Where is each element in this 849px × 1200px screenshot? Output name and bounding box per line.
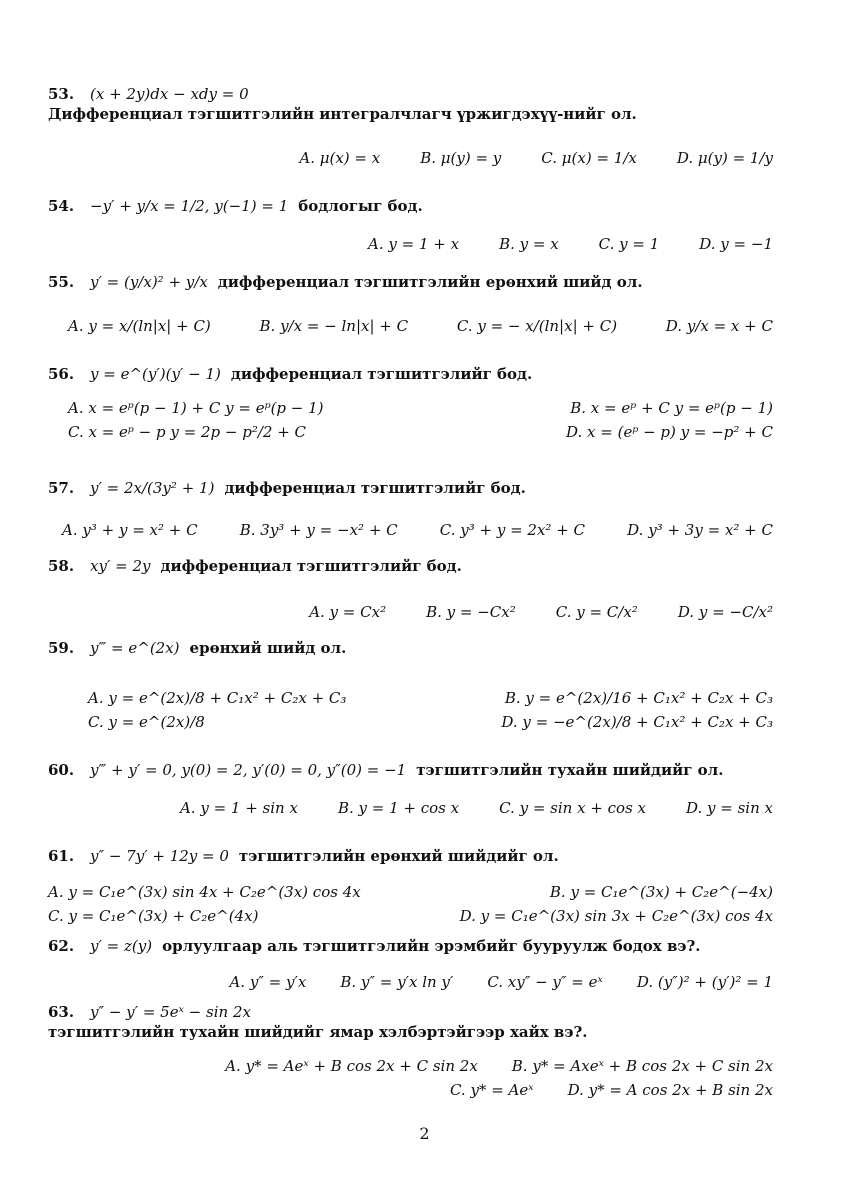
option-a: A. y = 1 + x (368, 235, 460, 253)
option-c: C. y* = Aeˣ (449, 1081, 534, 1099)
option-c: C. y = 1 (598, 235, 660, 253)
option-d: D. y/x = x + C (665, 317, 773, 335)
question-number: 55. (48, 273, 75, 291)
question-text: тэгшитгэлийн тухайн шийдийг ол. (416, 761, 724, 779)
question-text: ерөнхий шийд ол. (189, 639, 347, 657)
option-b: B. y* = Axeˣ + B cos 2x + C sin 2x (511, 1057, 773, 1075)
option-b: B. y/x = − ln|x| + C (259, 317, 409, 335)
question-text: дифференциал тэгшитгэлийг бод. (160, 557, 462, 575)
question-56 (48, 364, 773, 442)
page-number: 2 (419, 1124, 430, 1143)
question-number: 53. (48, 85, 75, 103)
question-equation: y′ = 2x/(3y² + 1) (90, 479, 215, 497)
option-a: A. y = e^(2x)/8 + C₁x² + C₂x + C₃ (88, 689, 347, 707)
question-55 (48, 272, 773, 336)
option-d: D. y = −1 (699, 235, 773, 253)
option-b: B. y″ = y′x ln y′ (340, 973, 454, 991)
question-61 (48, 846, 773, 926)
option-b: B. y = 1 + cos x (337, 799, 460, 817)
option-c: C. y = e^(2x)/8 (88, 713, 205, 731)
question-equation: (x + 2y)dx − xdy = 0 (90, 85, 249, 103)
question-number: 60. (48, 761, 75, 779)
question-text: орлуулгаар аль тэгшитгэлийн эрэмбийг бууруулж бодох вэ?. (162, 937, 701, 955)
question-equation: y″ − 7y′ + 12y = 0 (90, 847, 229, 865)
question-58 (48, 556, 773, 622)
option-d: D. y = sin x (686, 799, 773, 817)
question-53 (48, 84, 773, 168)
option-a: A. y = Cx² (309, 603, 387, 621)
option-a: A. y″ = y′x (229, 973, 307, 991)
option-b: B. y = e^(2x)/16 + C₁x² + C₂x + C₃ (504, 689, 773, 707)
question-63 (48, 1002, 773, 1100)
question-number: 62. (48, 937, 75, 955)
question-equation: xy′ = 2y (90, 557, 151, 575)
question-57 (48, 478, 773, 540)
option-a: A. y = 1 + sin x (179, 799, 298, 817)
option-c: C. y = sin x + cos x (499, 799, 646, 817)
option-d: D. y³ + 3y = x² + C (627, 521, 773, 539)
option-d: D. (y″)² + (y′)² = 1 (636, 973, 773, 991)
option-d: D. μ(y) = 1/y (676, 149, 773, 167)
option-a: A. x = eᵖ(p − 1) + C y = eᵖ(p − 1) (68, 399, 324, 417)
option-a: A. y = C₁e^(3x) sin 4x + C₂e^(3x) cos 4x (48, 883, 361, 901)
option-c: C. y = − x/(ln|x| + C) (456, 317, 618, 335)
option-a: A. y* = Aeˣ + B cos 2x + C sin 2x (225, 1057, 478, 1075)
question-equation: y‴ = e^(2x) (90, 639, 180, 657)
question-text: дифференциал тэгшитгэлийг бод. (230, 365, 533, 383)
question-number: 61. (48, 847, 75, 865)
option-b: B. y = −Cx² (426, 603, 516, 621)
question-number: 57. (48, 479, 75, 497)
question-60 (48, 760, 773, 818)
question-number: 58. (48, 557, 75, 575)
option-c: C. xy″ − y″ = eˣ (487, 973, 603, 991)
question-54 (48, 196, 773, 254)
question-equation: y‴ + y′ = 0, y(0) = 2, y′(0) = 0, y″(0) = −1 (90, 761, 407, 779)
question-59 (48, 638, 773, 732)
option-b: B. x = eᵖ + C y = eᵖ(p − 1) (570, 399, 773, 417)
option-d: D. y = −C/x² (677, 603, 773, 621)
option-b: B. 3y³ + y = −x² + C (239, 521, 398, 539)
question-number: 59. (48, 639, 75, 657)
question-equation: y = e^(y′)(y′ − 1) (90, 365, 221, 383)
option-b: B. y = C₁e^(3x) + C₂e^(−4x) (549, 883, 773, 901)
option-d: D. x = (eᵖ − p) y = −p² + C (566, 423, 773, 441)
option-a: A. y = x/(ln|x| + C) (68, 317, 211, 335)
option-c: C. y³ + y = 2x² + C (439, 521, 586, 539)
question-equation: y′ = z(y) (90, 937, 153, 955)
question-62 (48, 936, 773, 992)
option-c: C. y = C₁e^(3x) + C₂e^(4x) (48, 907, 259, 925)
question-text: дифференциал тэгшитгэлийг бод. (224, 479, 526, 497)
question-text: бодлогыг бод. (298, 197, 423, 215)
question-text: тэгшитгэлийн тухайн шийдийг ямар хэлбэртэйгээр хайх вэ?. (48, 1023, 588, 1041)
question-text: Дифференциал тэгшитгэлийн интегралчлагч үржигдэхүү-нийг ол. (48, 105, 637, 123)
option-c: C. μ(x) = 1/x (541, 149, 637, 167)
option-a: A. y³ + y = x² + C (62, 521, 198, 539)
question-equation: y′ = (y/x)² + y/x (90, 273, 208, 291)
option-b: B. y = x (499, 235, 559, 253)
question-equation: y″ − y′ = 5eˣ − sin 2x (90, 1003, 251, 1021)
question-number: 63. (48, 1003, 75, 1021)
option-b: B. μ(y) = y (420, 149, 502, 167)
option-c: C. x = eᵖ − p y = 2p − p²/2 + C (68, 423, 307, 441)
question-equation: −y′ + y/x = 1/2, y(−1) = 1 (90, 197, 289, 215)
option-d: D. y = C₁e^(3x) sin 3x + C₂e^(3x) cos 4x (459, 907, 773, 925)
option-a: A. μ(x) = x (299, 149, 381, 167)
option-d: D. y* = A cos 2x + B sin 2x (567, 1081, 773, 1099)
question-text: тэгшитгэлийн ерөнхий шийдийг ол. (238, 847, 559, 865)
option-c: C. y = C/x² (555, 603, 638, 621)
question-number: 56. (48, 365, 75, 383)
question-text: дифференциал тэгшитгэлийн ерөнхий шийд ол. (217, 273, 643, 291)
option-d: D. y = −e^(2x)/8 + C₁x² + C₂x + C₃ (501, 713, 773, 731)
question-number: 54. (48, 197, 75, 215)
